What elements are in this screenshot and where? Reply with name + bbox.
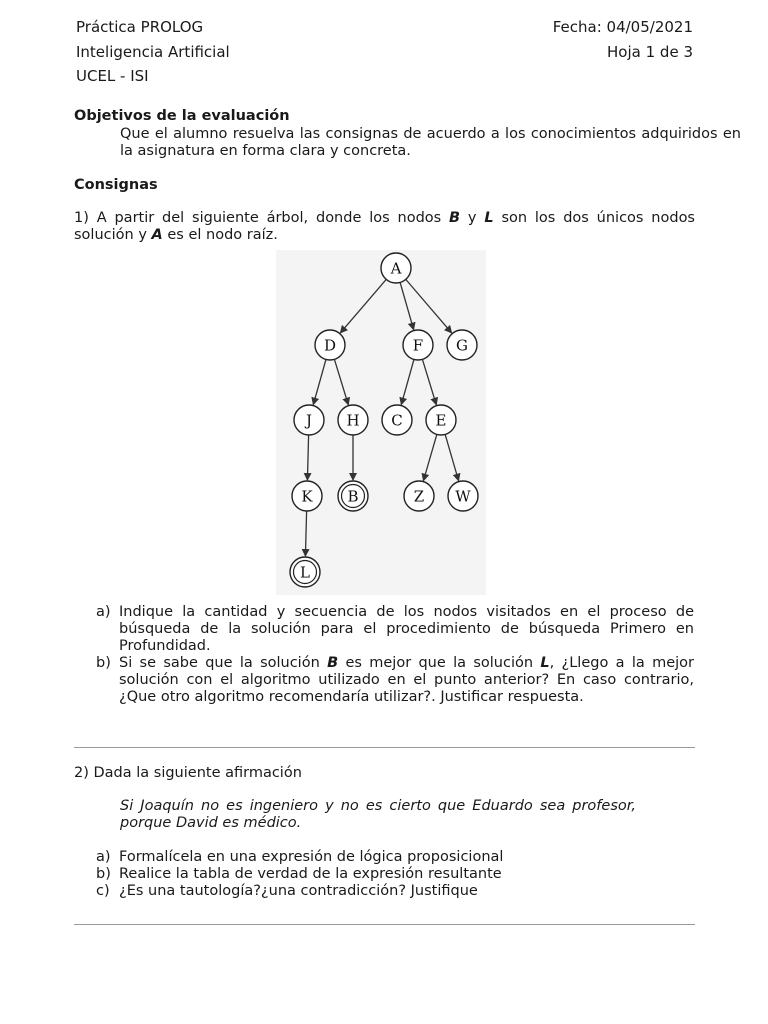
tree-node-label: W	[455, 487, 471, 506]
list-item: c) ¿Es una tautología?¿una contradicción? Justifique	[96, 883, 478, 899]
question-1-intro: 1) A partir del siguiente árbol, donde los nodos B y L son los dos únicos nodos solución y A es el nodo raíz.	[74, 210, 695, 243]
tree-node-h	[338, 405, 368, 435]
tree-node-f	[403, 330, 433, 360]
tree-node-c	[382, 405, 412, 435]
tree-node-w	[448, 481, 478, 511]
tree-node-label: L	[300, 563, 310, 582]
tree-node-d	[315, 330, 345, 360]
tree-node-z	[404, 481, 434, 511]
list-item: a) Indique la cantidad y secuencia de los nodos visitados en el proceso de búsqueda de la solución para el procedimiento de búsqueda Primero en Profundidad.	[96, 604, 694, 654]
question-2-items	[96, 849, 694, 900]
tree-node-b	[338, 481, 368, 511]
tree-node-k	[292, 481, 322, 511]
page-number: Hoja 1 de 3	[607, 43, 693, 61]
tree-node-label: H	[346, 411, 360, 430]
tree-node-label: D	[323, 336, 337, 355]
consignas-heading: Consignas	[74, 177, 158, 193]
list-item: a) Formalícela en una expresión de lógica proposicional	[96, 849, 504, 865]
node-b-ref: B	[449, 210, 461, 226]
section-divider	[74, 924, 695, 925]
objectives-text: Que el alumno resuelva las consignas de acuerdo a los conocimientos adquiridos en la asignatura en forma clara y concreta.	[120, 126, 741, 159]
tree-node-g	[447, 330, 477, 360]
tree-node-a	[381, 253, 411, 283]
tree-node-j	[294, 405, 324, 435]
tree-node-e	[426, 405, 456, 435]
question-2-intro: 2) Dada la siguiente afirmación	[74, 765, 302, 781]
tree-node-label: J	[305, 411, 313, 430]
question-1-items	[96, 604, 694, 706]
question-2-statement: Si Joaquín no es ingeniero y no es cierto que Eduardo sea profesor, porque David es médico.	[120, 798, 636, 831]
node-l-ref: L	[484, 210, 494, 226]
course-name: Práctica PROLOG	[76, 18, 204, 36]
tree-node-label: G	[456, 336, 468, 355]
tree-node-label: E	[435, 411, 447, 430]
list-item: b) Realice la tabla de verdad de la expresión resultante	[96, 866, 502, 882]
tree-node-label: A	[390, 259, 402, 278]
section-divider	[74, 747, 695, 748]
node-a-ref: A	[151, 227, 163, 243]
subject-name: Inteligencia Artificial	[76, 43, 230, 61]
list-item: b) Si se sabe que la solución B es mejor que la solución L, ¿Llego a la mejor solución con el algoritmo utilizado en el punto anterior? En caso contrario, ¿Que otro algoritmo recomendaría utilizar?. Justificar respuesta.	[96, 655, 694, 705]
tree-node-label: B	[347, 487, 359, 506]
tree-node-label: C	[391, 411, 403, 430]
tree-node-l	[290, 557, 320, 587]
institution: UCEL - ISI	[76, 67, 149, 85]
objectives-heading: Objetivos de la evaluación	[74, 108, 290, 124]
tree-node-label: K	[301, 487, 313, 506]
tree-node-label: F	[412, 336, 424, 355]
date: Fecha: 04/05/2021	[552, 18, 693, 36]
tree-node-label: Z	[413, 487, 425, 506]
